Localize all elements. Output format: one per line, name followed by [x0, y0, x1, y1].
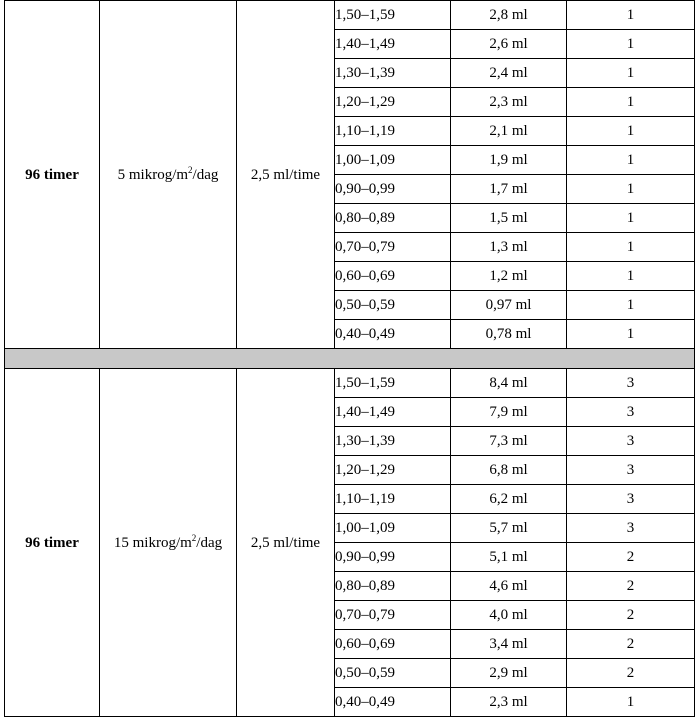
bag-count-cell: 1 [567, 291, 695, 320]
volume-cell: 7,3 ml [451, 427, 567, 456]
bag-count-cell: 1 [567, 320, 695, 349]
bag-count-cell: 3 [567, 514, 695, 543]
dosing-table [4, 0, 695, 717]
bsa-range-cell: 1,00–1,09 [335, 146, 451, 175]
volume-cell: 0,97 ml [451, 291, 567, 320]
bag-count-cell: 1 [567, 688, 695, 717]
bag-count-cell: 2 [567, 659, 695, 688]
bsa-range-cell: 0,70–0,79 [335, 233, 451, 262]
bsa-range-cell: 0,80–0,89 [335, 572, 451, 601]
infusion-duration-cell: 96 timer [5, 1, 100, 349]
dose-cell [100, 369, 237, 717]
bag-count-cell: 1 [567, 175, 695, 204]
volume-cell: 0,78 ml [451, 320, 567, 349]
volume-cell: 7,9 ml [451, 398, 567, 427]
bsa-range-cell: 0,50–0,59 [335, 659, 451, 688]
bsa-range-cell: 0,60–0,69 [335, 630, 451, 659]
table-row [5, 369, 695, 398]
bsa-range-cell: 1,30–1,39 [335, 59, 451, 88]
volume-cell: 2,1 ml [451, 117, 567, 146]
infusion-rate-cell: 2,5 ml/time [237, 369, 335, 717]
bsa-range-cell: 1,30–1,39 [335, 427, 451, 456]
volume-cell: 3,4 ml [451, 630, 567, 659]
dose-prefix: 5 mikrog/m [117, 166, 189, 183]
volume-cell: 2,3 ml [451, 688, 567, 717]
bag-count-cell: 1 [567, 262, 695, 291]
bag-count-cell: 3 [567, 398, 695, 427]
dosing-table-body [5, 1, 695, 717]
bsa-range-cell: 0,60–0,69 [335, 262, 451, 291]
bsa-range-cell: 0,70–0,79 [335, 601, 451, 630]
bag-count-cell: 2 [567, 543, 695, 572]
volume-cell: 1,7 ml [451, 175, 567, 204]
bag-count-cell: 1 [567, 146, 695, 175]
dose-cell [100, 1, 237, 349]
bag-count-cell: 3 [567, 485, 695, 514]
volume-cell: 4,6 ml [451, 572, 567, 601]
volume-cell: 8,4 ml [451, 369, 567, 398]
volume-cell: 1,5 ml [451, 204, 567, 233]
bsa-range-cell: 0,50–0,59 [335, 291, 451, 320]
dose-exponent: 2 [191, 532, 197, 543]
dose-suffix: /dag [196, 534, 223, 551]
bsa-range-cell: 0,80–0,89 [335, 204, 451, 233]
bsa-range-cell: 0,40–0,49 [335, 688, 451, 717]
bag-count-cell: 2 [567, 601, 695, 630]
bsa-range-cell: 1,10–1,19 [335, 117, 451, 146]
bag-count-cell: 1 [567, 88, 695, 117]
bsa-range-cell: 0,90–0,99 [335, 543, 451, 572]
bsa-range-cell: 1,20–1,29 [335, 88, 451, 117]
section-separator [5, 349, 695, 369]
bag-count-cell: 1 [567, 117, 695, 146]
bag-count-cell: 1 [567, 233, 695, 262]
bag-count-cell: 3 [567, 456, 695, 485]
section-separator-row [5, 349, 695, 369]
bsa-range-cell: 0,40–0,49 [335, 320, 451, 349]
bsa-range-cell: 1,40–1,49 [335, 398, 451, 427]
table-row [5, 1, 695, 30]
volume-cell: 2,3 ml [451, 88, 567, 117]
dose-prefix: 15 mikrog/m [113, 534, 192, 551]
volume-cell: 1,9 ml [451, 146, 567, 175]
bag-count-cell: 1 [567, 1, 695, 30]
bag-count-cell: 2 [567, 630, 695, 659]
bag-count-cell: 3 [567, 369, 695, 398]
bsa-range-cell: 1,10–1,19 [335, 485, 451, 514]
bsa-range-cell: 1,20–1,29 [335, 456, 451, 485]
volume-cell: 1,3 ml [451, 233, 567, 262]
volume-cell: 5,7 ml [451, 514, 567, 543]
volume-cell: 2,6 ml [451, 30, 567, 59]
infusion-duration-cell: 96 timer [5, 369, 100, 717]
volume-cell: 4,0 ml [451, 601, 567, 630]
volume-cell: 6,8 ml [451, 456, 567, 485]
bag-count-cell: 3 [567, 427, 695, 456]
volume-cell: 5,1 ml [451, 543, 567, 572]
volume-cell: 2,9 ml [451, 659, 567, 688]
bsa-range-cell: 1,50–1,59 [335, 369, 451, 398]
dose-suffix: /dag [192, 166, 219, 183]
bsa-range-cell: 1,00–1,09 [335, 514, 451, 543]
dose-exponent: 2 [188, 164, 193, 175]
bag-count-cell: 1 [567, 30, 695, 59]
volume-cell: 2,8 ml [451, 1, 567, 30]
bsa-range-cell: 1,50–1,59 [335, 1, 451, 30]
bag-count-cell: 1 [567, 204, 695, 233]
volume-cell: 1,2 ml [451, 262, 567, 291]
bag-count-cell: 1 [567, 59, 695, 88]
infusion-rate-cell: 2,5 ml/time [237, 1, 335, 349]
bag-count-cell: 2 [567, 572, 695, 601]
volume-cell: 6,2 ml [451, 485, 567, 514]
bsa-range-cell: 1,40–1,49 [335, 30, 451, 59]
bsa-range-cell: 0,90–0,99 [335, 175, 451, 204]
volume-cell: 2,4 ml [451, 59, 567, 88]
